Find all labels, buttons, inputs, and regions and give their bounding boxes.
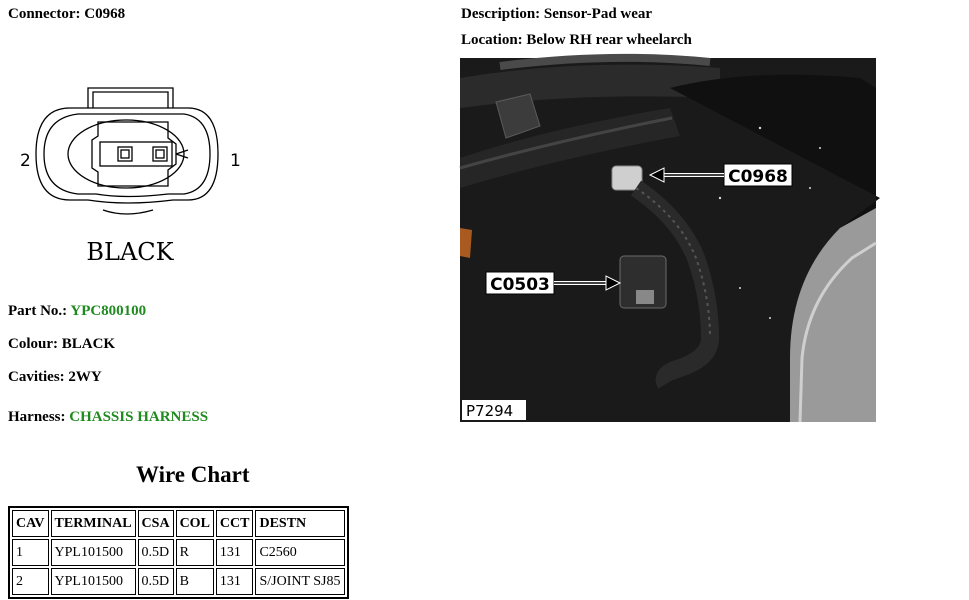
cell-cct: 131 (216, 539, 254, 566)
col-header-cct: CCT (216, 510, 254, 537)
col-header-destn: DESTN (255, 510, 344, 537)
photo-callout-c0968: C0968 (728, 167, 788, 187)
cavities-value: 2WY (68, 369, 102, 385)
connector-face-diagram (8, 72, 241, 272)
col-header-col: COL (176, 510, 214, 537)
pin-label-1: 1 (230, 151, 241, 171)
part-no-value: YPC800100 (70, 303, 147, 319)
table-row (12, 568, 345, 595)
wire-chart-title: Wire Chart (136, 462, 250, 487)
cell-cav: 1 (12, 539, 49, 566)
cell-csa: 0.5D (138, 568, 174, 595)
cavities-line (8, 369, 102, 386)
cell-terminal: YPL101500 (51, 539, 136, 566)
cell-terminal: YPL101500 (51, 568, 136, 595)
photo-reference: P7294 (466, 402, 514, 420)
connector-label: Connector: (8, 6, 81, 22)
cell-destn: C2560 (255, 539, 344, 566)
cell-col: B (176, 568, 214, 595)
connector-line (8, 6, 125, 23)
cell-destn: S/JOINT SJ85 (255, 568, 344, 595)
location-line (461, 32, 692, 49)
cavities-label: Cavities: (8, 369, 65, 385)
pin-label-2: 2 (20, 151, 31, 171)
photo-callout-c0503: C0503 (490, 275, 550, 295)
col-header-cav: CAV (12, 510, 49, 537)
location-value: Below RH rear wheelarch (526, 32, 692, 48)
cell-cct: 131 (216, 568, 254, 595)
harness-value: CHASSIS HARNESS (69, 409, 209, 425)
cell-col: R (176, 539, 214, 566)
table-row (12, 539, 345, 566)
harness-label: Harness: (8, 409, 66, 425)
cell-csa: 0.5D (138, 539, 174, 566)
colour-value: BLACK (61, 336, 116, 352)
harness-line (8, 409, 208, 426)
diagram-colour-caption: BLACK (86, 238, 174, 266)
description-label: Description: (461, 6, 541, 22)
wire-chart-header-row (12, 510, 345, 537)
cell-cav: 2 (12, 568, 49, 595)
col-header-terminal: TERMINAL (51, 510, 136, 537)
location-photo (460, 58, 876, 422)
colour-line (8, 336, 115, 353)
part-no-label: Part No.: (8, 303, 68, 319)
description-line (461, 6, 652, 23)
location-label: Location: (461, 32, 523, 48)
wire-chart-table (8, 506, 349, 599)
colour-label: Colour: (8, 336, 58, 352)
part-no-line (8, 303, 146, 320)
connector-value: C0968 (84, 6, 126, 22)
col-header-csa: CSA (138, 510, 174, 537)
description-value: Sensor-Pad wear (543, 6, 653, 22)
